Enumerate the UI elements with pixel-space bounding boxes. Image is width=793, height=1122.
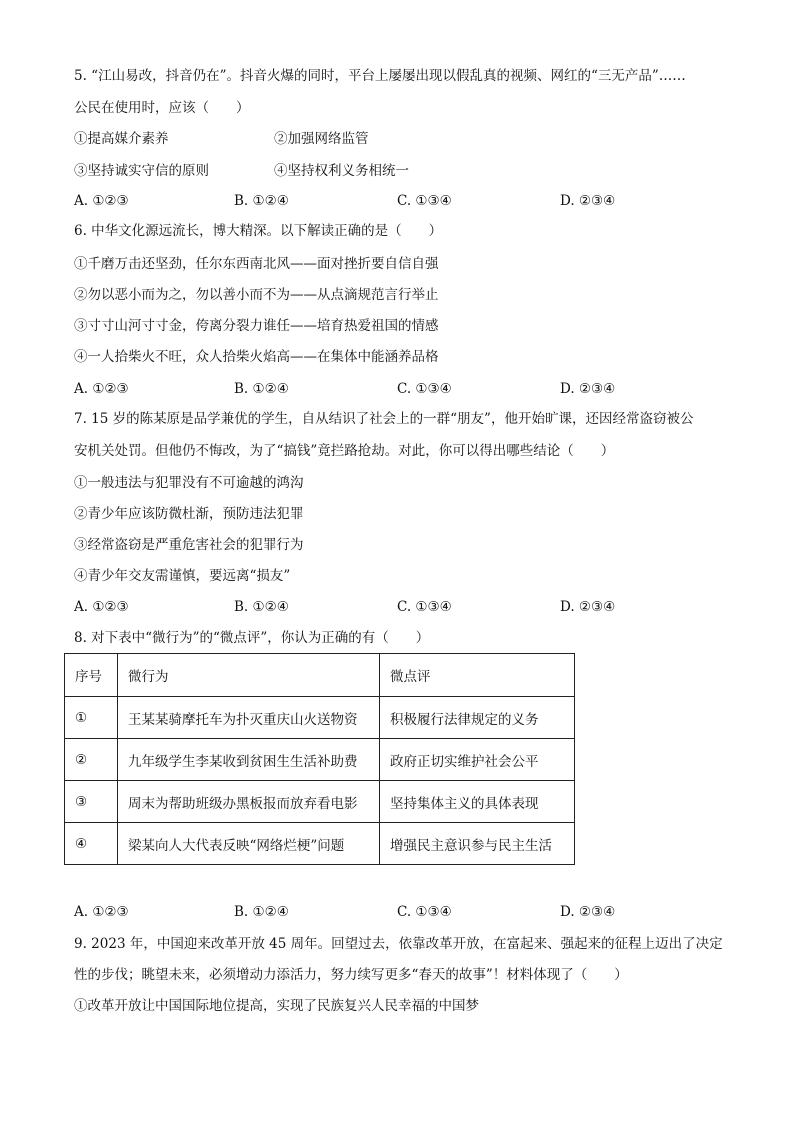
q5-item-3: ③坚持诚实守信的原则 [74, 163, 209, 179]
row-comment: 积极履行法律规定的义务 [380, 697, 575, 739]
q6-option-c[interactable]: C. ①③④ [397, 381, 452, 397]
table-row [65, 823, 575, 865]
q6-item-2: ②勿以恶小而为之，勿以善小而不为——从点滴规范言行举止 [74, 287, 439, 303]
row-comment: 政府正切实维护社会公平 [380, 739, 575, 781]
table-row [65, 739, 575, 781]
q7-option-b[interactable]: B. ①②④ [234, 599, 289, 615]
q5-options [74, 192, 734, 210]
q7-option-d[interactable]: D. ②③④ [560, 599, 616, 615]
q6-option-b[interactable]: B. ①②④ [234, 381, 289, 397]
q8-option-b[interactable]: B. ①②④ [234, 904, 289, 920]
q8-stem: 8. 对下表中“微行为”的“微点评”，你认为正确的有（ ） [74, 630, 430, 646]
q6-item-4: ④一人拾柴火不旺，众人拾柴火焰高——在集体中能涵养品格 [74, 349, 439, 365]
q8-option-d[interactable]: D. ②③④ [560, 904, 616, 920]
header-comment: 微点评 [380, 654, 575, 697]
table-header-row [65, 654, 575, 697]
table-row [65, 697, 575, 739]
q6-option-a[interactable]: A. ①②③ [74, 381, 129, 397]
q5-option-d[interactable]: D. ②③④ [560, 193, 616, 209]
q6-item-1: ①千磨万击还坚劲，任尔东西南北风——面对挫折要自信自强 [74, 256, 439, 272]
row-behavior: 梁某向人大代表反映“网络烂梗”问题 [118, 823, 380, 865]
row-behavior: 周末为帮助班级办黑板报而放弃看电影 [118, 781, 380, 823]
q7-item-2: ②青少年应该防微杜渐，预防违法犯罪 [74, 506, 304, 522]
q5-option-a[interactable]: A. ①②③ [74, 193, 129, 209]
q9-item-1: ①改革开放让中国国际地位提高，实现了民族复兴人民幸福的中国梦 [74, 998, 479, 1014]
q5-stem-line2: 公民在使用时，应该（ ） [74, 100, 250, 116]
q9-stem-line2: 性的步伐；眺望未来，必须增动力添活力，努力续写更多“春天的故事”！材料体现了（ ） [74, 967, 628, 983]
q7-options [74, 598, 734, 616]
q8-options [74, 903, 734, 921]
q7-stem-line1: 7. 15 岁的陈某原是品学兼优的学生，自从结识了社会上的一群“朋友”，他开始旷课，还因经常盗窃被公 [74, 411, 694, 427]
q6-option-d[interactable]: D. ②③④ [560, 381, 616, 397]
table-row [65, 781, 575, 823]
q5-option-b[interactable]: B. ①②④ [234, 193, 289, 209]
q7-item-3: ③经常盗窃是严重危害社会的犯罪行为 [74, 537, 304, 553]
q5-stem-line1: 5. “江山易改，抖音仍在”。抖音火爆的同时，平台上屡屡出现以假乱真的视频、网红的“三无产品”…… [74, 68, 686, 84]
q5-option-c[interactable]: C. ①③④ [397, 193, 452, 209]
header-behavior: 微行为 [118, 654, 380, 697]
q6-stem: 6. 中华文化源远流长，博大精深。以下解读正确的是（ ） [74, 223, 443, 239]
q5-item-1: ①提高媒介素养 [74, 131, 169, 147]
row-behavior: 九年级学生李某收到贫困生生活补助费 [118, 739, 380, 781]
row-comment: 坚持集体主义的具体表现 [380, 781, 575, 823]
q8-option-a[interactable]: A. ①②③ [74, 904, 129, 920]
header-index: 序号 [65, 654, 118, 697]
q5-item-4: ④坚持权利义务相统一 [274, 163, 409, 179]
row-comment: 增强民主意识参与民主生活 [380, 823, 575, 865]
q6-options [74, 380, 734, 398]
row-index: ④ [65, 823, 118, 865]
q9-stem-line1: 9. 2023 年，中国迎来改革开放 45 周年。回望过去，依靠改革开放，在富起来、强起来的征程上迈出了决定 [74, 936, 723, 952]
q6-item-3: ③寸寸山河寸寸金，侉离分裂力谁任——培育热爱祖国的情感 [74, 318, 439, 334]
row-index: ② [65, 739, 118, 781]
row-behavior: 王某某骑摩托车为扑灭重庆山火送物资 [118, 697, 380, 739]
q5-item-2: ②加强网络监管 [274, 131, 369, 147]
row-index: ① [65, 697, 118, 739]
q7-option-c[interactable]: C. ①③④ [397, 599, 452, 615]
q7-stem-line2: 安机关处罚。但他仍不悔改，为了“搞钱”竟拦路抢劫。对此，你可以得出哪些结论（ ） [74, 443, 615, 459]
q7-item-1: ①一般违法与犯罪没有不可逾越的鸿沟 [74, 475, 304, 491]
q8-table [64, 653, 575, 865]
q7-option-a[interactable]: A. ①②③ [74, 599, 129, 615]
q7-item-4: ④青少年交友需谨慎，要远离“损友” [74, 568, 291, 584]
q8-option-c[interactable]: C. ①③④ [397, 904, 452, 920]
row-index: ③ [65, 781, 118, 823]
